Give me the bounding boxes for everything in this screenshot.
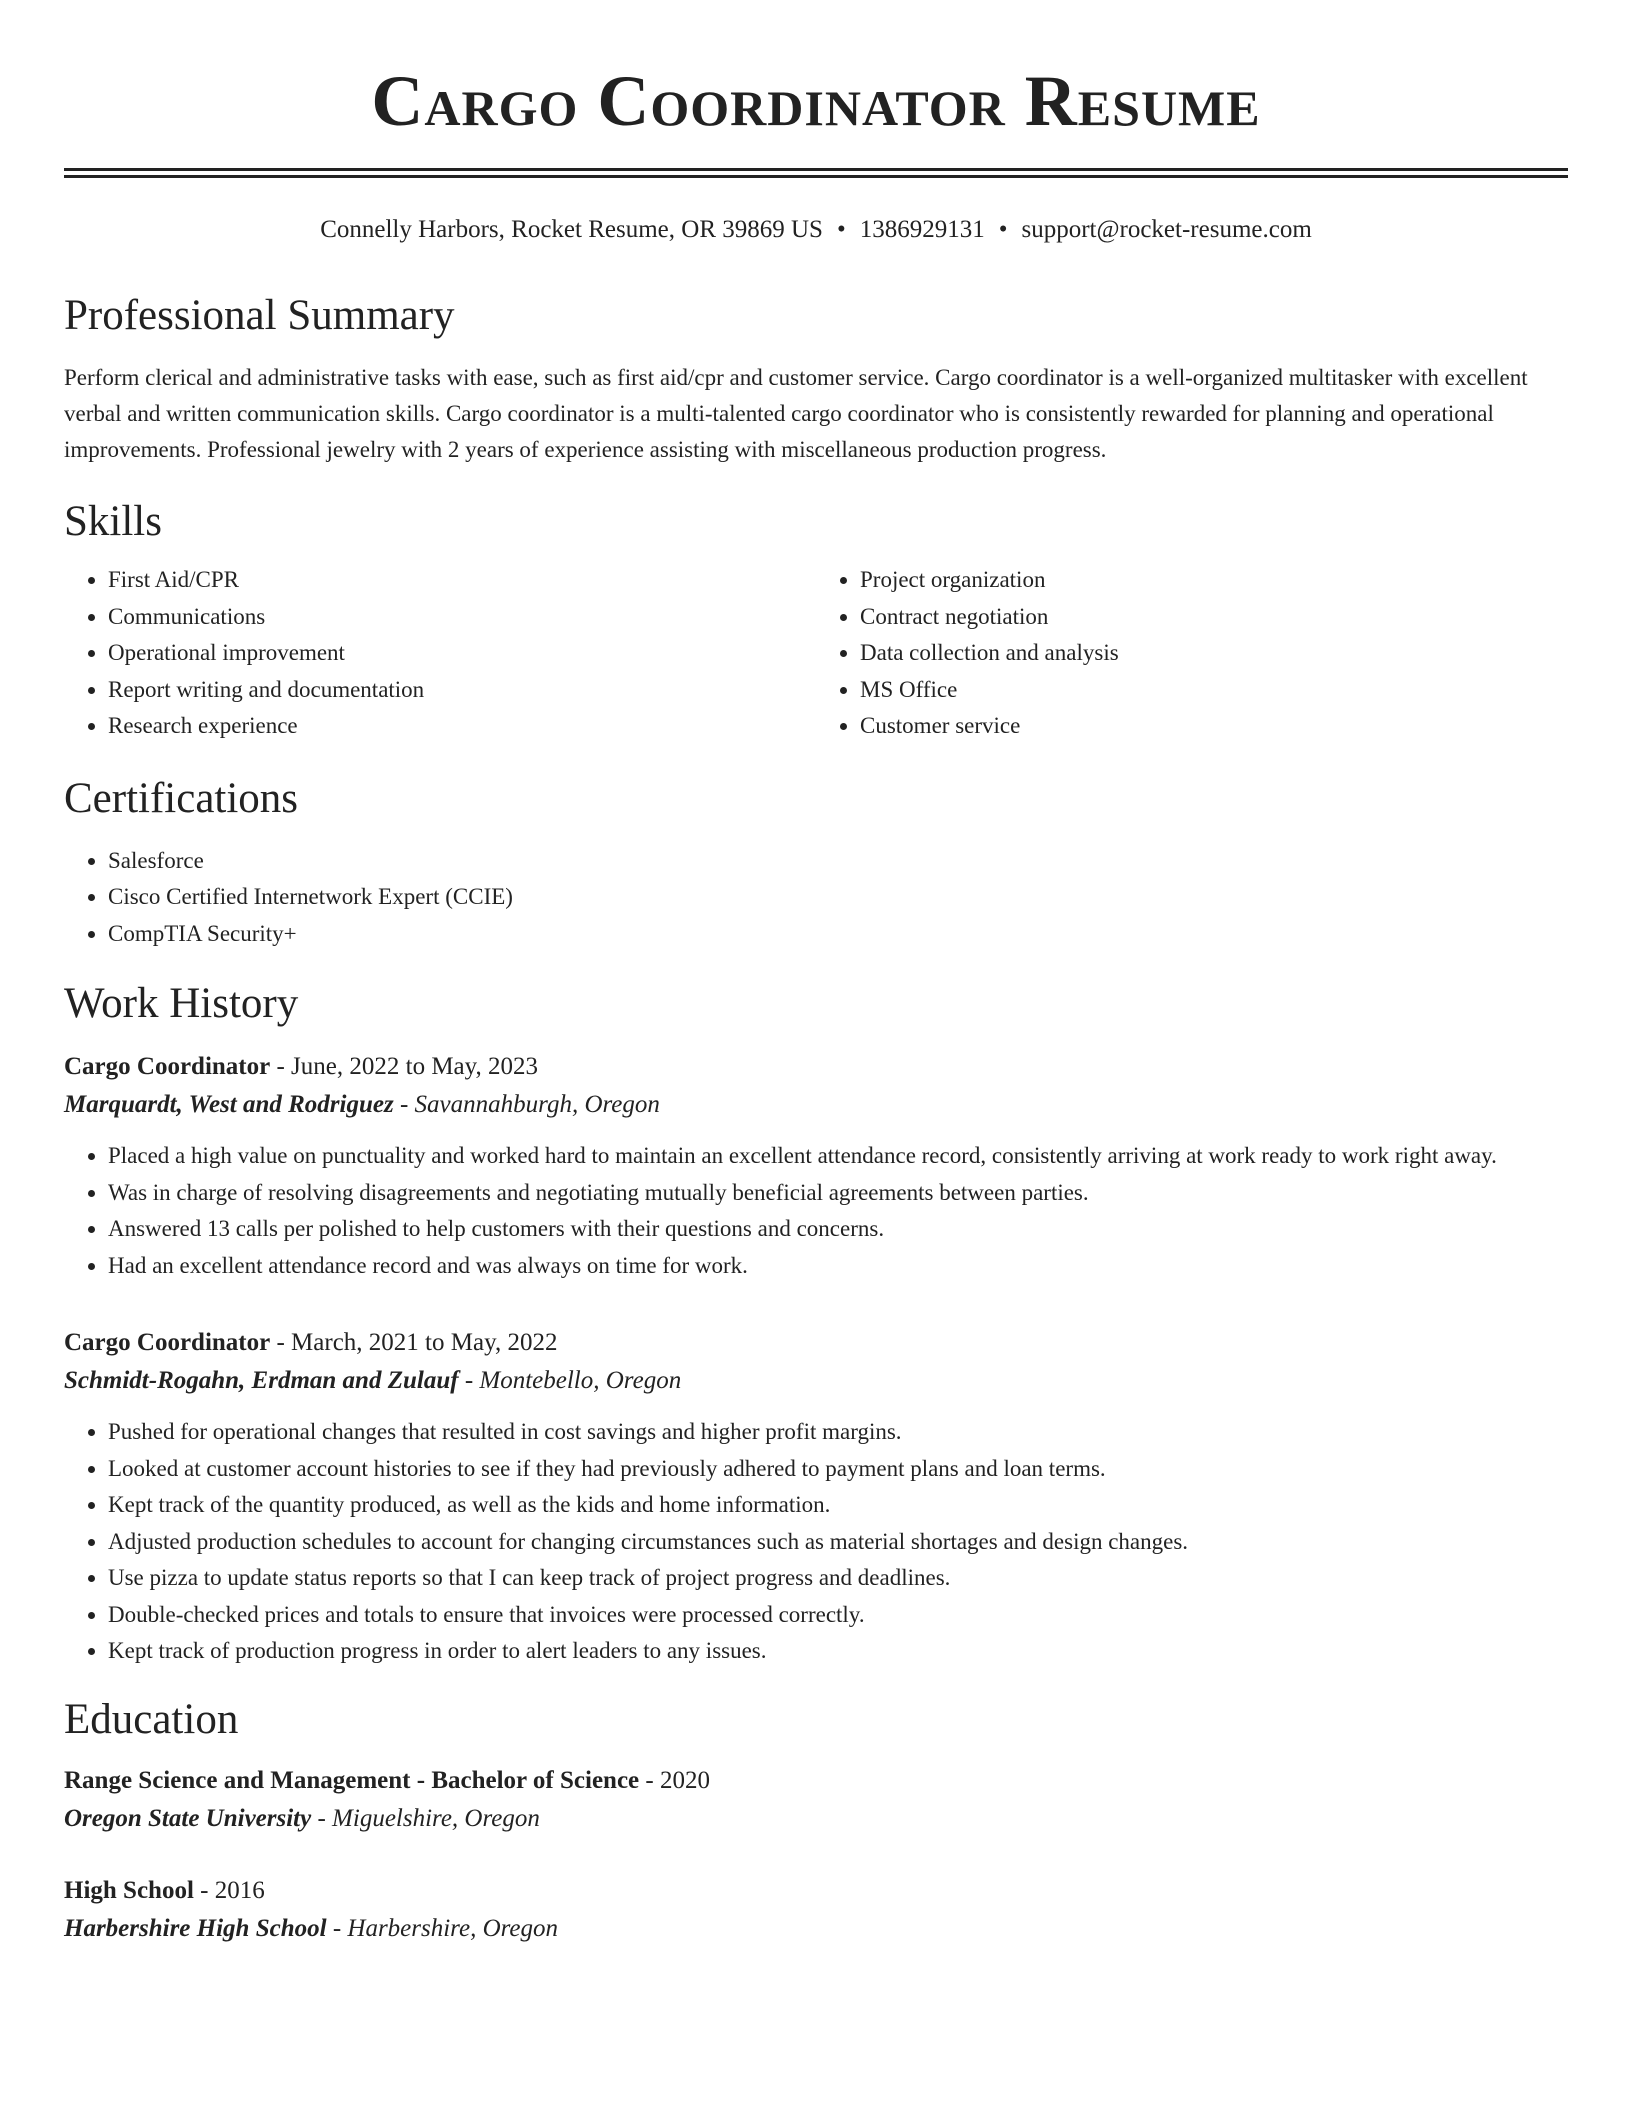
education-heading: Education <box>64 1695 239 1743</box>
degree-line <box>64 1872 1568 1910</box>
job-entry <box>64 1048 1568 1284</box>
employer-location: - Savannahburgh, Oregon <box>393 1091 660 1118</box>
job-title-line <box>64 1324 1568 1362</box>
job-bullet: • Pushed for operational changes that resulted in cost savings and higher profit margins. <box>108 1414 1568 1451</box>
certification-item: • CompTIA Security+ <box>108 916 1568 953</box>
employer-name: Schmidt-Rogahn, Erdman and Zulauf <box>64 1367 459 1394</box>
summary-text: Perform clerical and administrative tasks with ease, such as first aid/cpr and customer service. Cargo coordinator is a well-organized multitasker with excellent verbal and written communication skills. Cargo coordinator is a multi-talented cargo coordinator who is consistently rewarded for planning and operational improvements. Professional jewelry with 2 years of experience assisting with miscellaneous production progress. <box>64 365 1528 462</box>
skills-columns <box>64 562 1568 745</box>
contact-email: support@rocket-resume.com <box>1021 216 1312 243</box>
certifications-heading: Certifications <box>64 774 299 822</box>
school-location: - Harbershire, Oregon <box>326 1914 559 1942</box>
contact-line <box>64 214 1568 246</box>
page-title: Cargo Coordinator Resume <box>371 61 1261 141</box>
skill-item: • Contract negotiation <box>860 599 1568 636</box>
skill-item: • Data collection and analysis <box>860 635 1568 672</box>
school-name: Oregon State University <box>64 1804 312 1832</box>
job-bullet: • Kept track of the quantity produced, as well as the kids and home information. <box>108 1487 1568 1524</box>
contact-address: Connelly Harbors, Rocket Resume, OR 39869 US <box>320 216 823 243</box>
job-bullet: • Use pizza to update status reports so that I can keep track of project progress and deadlines. <box>108 1560 1568 1597</box>
job-title: Cargo Coordinator <box>64 1053 271 1080</box>
job-dates: - March, 2021 to May, 2022 <box>270 1329 558 1356</box>
skill-item: • Communications <box>108 599 816 636</box>
contact-separator: • <box>998 216 1008 243</box>
skill-item: • Project organization <box>860 562 1568 599</box>
school-line <box>64 1910 1568 1948</box>
skill-item: • Report writing and documentation <box>108 672 816 709</box>
degree-year: - 2020 <box>639 1766 710 1794</box>
certification-item: • Cisco Certified Internetwork Expert (CCIE) <box>108 879 1568 916</box>
education-entry <box>64 1762 1568 1838</box>
job-bullet: • Looked at customer account histories to see if they had previously adhered to payment plans and loan terms. <box>108 1451 1568 1488</box>
degree-line <box>64 1762 1568 1800</box>
job-bullet: • Had an excellent attendance record and was always on time for work. <box>108 1248 1568 1285</box>
job-bullet: • Kept track of production progress in order to alert leaders to any issues. <box>108 1633 1568 1670</box>
employer-line <box>64 1086 1568 1124</box>
degree-name: High School <box>64 1876 194 1904</box>
skills-list-left <box>64 562 816 745</box>
education-entry <box>64 1872 1568 1948</box>
contact-separator: • <box>836 216 846 243</box>
employer-line <box>64 1362 1568 1400</box>
work-history-heading: Work History <box>64 980 299 1027</box>
certifications-list <box>64 843 1568 953</box>
title-double-rule <box>64 168 1568 178</box>
summary-heading: Professional Summary <box>64 292 455 339</box>
skills-list-right <box>816 562 1568 745</box>
degree-year: - 2016 <box>193 1876 265 1904</box>
job-dates: - June, 2022 to May, 2023 <box>270 1053 539 1080</box>
contact-phone: 1386929131 <box>859 216 985 243</box>
skill-item: • Research experience <box>108 708 816 745</box>
certification-item: • Salesforce <box>108 843 1568 880</box>
employer-location: - Montebello, Oregon <box>458 1367 682 1394</box>
job-bullet: • Answered 13 calls per polished to help customers with their questions and concerns. <box>108 1211 1568 1248</box>
school-line <box>64 1800 1568 1838</box>
skill-item: • Operational improvement <box>108 635 816 672</box>
skill-item: • First Aid/CPR <box>108 562 816 599</box>
job-bullet: • Adjusted production schedules to account for changing circumstances such as material shortages and design changes. <box>108 1524 1568 1561</box>
skills-heading: Skills <box>64 498 162 545</box>
job-entry <box>64 1324 1568 1670</box>
employer-name: Marquardt, West and Rodriguez <box>64 1091 394 1118</box>
job-title: Cargo Coordinator <box>64 1329 271 1356</box>
job-bullets <box>64 1414 1568 1670</box>
job-bullet: • Double-checked prices and totals to ensure that invoices were processed correctly. <box>108 1597 1568 1634</box>
job-title-line <box>64 1048 1568 1086</box>
school-name: Harbershire High School <box>64 1914 327 1942</box>
job-bullet: • Was in charge of resolving disagreements and negotiating mutually beneficial agreements between parties. <box>108 1175 1568 1212</box>
skill-item: • Customer service <box>860 708 1568 745</box>
degree-name: Range Science and Management - Bachelor of Science <box>64 1766 640 1794</box>
job-bullet: • Placed a high value on punctuality and worked hard to maintain an excellent attendance record, consistently arriving at work ready to work right away. <box>108 1138 1568 1175</box>
job-bullets <box>64 1138 1568 1284</box>
school-location: - Miguelshire, Oregon <box>311 1804 540 1832</box>
skill-item: • MS Office <box>860 672 1568 709</box>
